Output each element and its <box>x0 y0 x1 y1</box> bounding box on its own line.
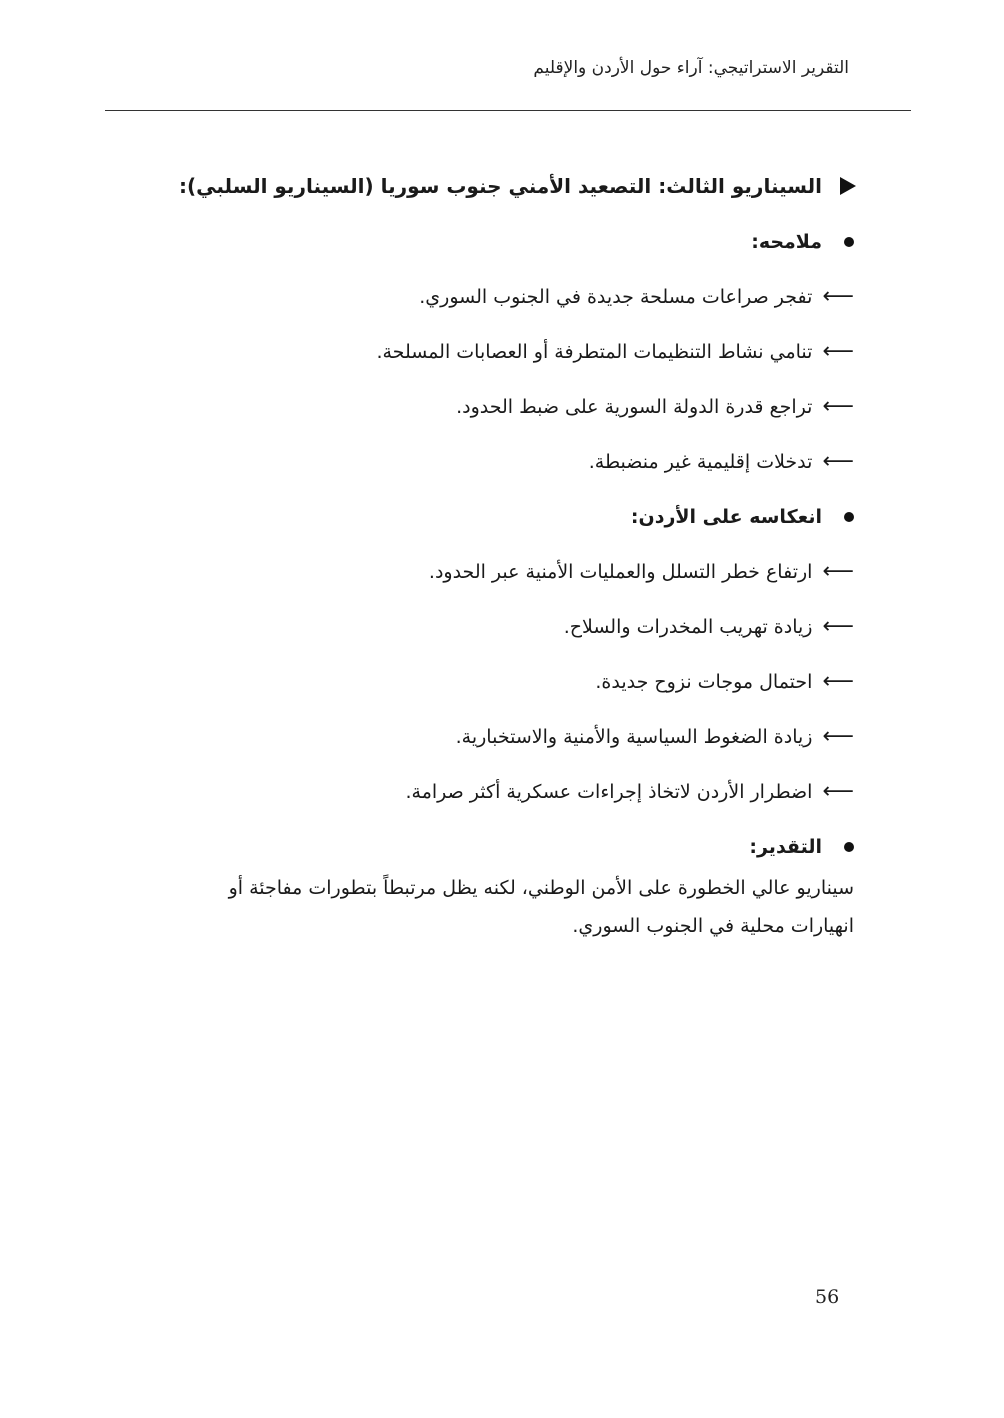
list-item-text: ارتفاع خطر التسلل والعمليات الأمنية عبر الحدود. <box>428 561 813 583</box>
arrow-left-icon: ⟵ <box>822 394 854 419</box>
list-item-text: اضطرار الأردن لاتخاذ إجراءات عسكرية أكثر صرامة. <box>405 781 813 803</box>
list-item-text: تراجع قدرة الدولة السورية على ضبط الحدود. <box>456 396 813 418</box>
bullet-icon <box>844 512 854 522</box>
page-content <box>154 165 854 945</box>
assessment-heading <box>154 826 854 868</box>
arrow-left-icon: ⟵ <box>822 449 854 474</box>
arrow-left-icon: ⟵ <box>822 559 854 584</box>
list-item <box>154 331 854 373</box>
features-heading <box>154 221 854 263</box>
bullet-icon <box>844 237 854 247</box>
scenario-title <box>154 165 854 207</box>
list-item <box>154 441 854 483</box>
arrow-left-icon: ⟵ <box>822 669 854 694</box>
arrow-left-icon: ⟵ <box>822 339 854 364</box>
page-number: 56 <box>815 1286 840 1308</box>
list-item-text: زيادة الضغوط السياسية والأمنية والاستخبارية. <box>455 726 813 748</box>
list-item <box>154 771 854 813</box>
list-item <box>154 661 854 703</box>
list-item <box>154 276 854 318</box>
scenario-title-text: السيناريو الثالث: التصعيد الأمني جنوب سوريا (السيناريو السلبي): <box>179 174 822 198</box>
list-item <box>154 716 854 758</box>
list-item <box>154 386 854 428</box>
arrow-left-icon: ⟵ <box>822 779 854 804</box>
assessment-paragraph: سيناريو عالي الخطورة على الأمن الوطني، لكنه يظل مرتبطاً بتطورات مفاجئة أو انهيارات محلية في الجنوب السوري. <box>228 877 854 937</box>
list-item-text: تدخلات إقليمية غير منضبطة. <box>588 451 813 473</box>
impact-heading-text: انعكاسه على الأردن: <box>630 506 822 528</box>
assessment-heading-text: التقدير: <box>749 836 822 858</box>
header-divider <box>105 110 911 111</box>
list-item-text: تفجر صراعات مسلحة جديدة في الجنوب السوري. <box>419 286 813 308</box>
bullet-icon <box>844 842 854 852</box>
list-item-text: زيادة تهريب المخدرات والسلاح. <box>563 616 813 638</box>
list-item <box>154 606 854 648</box>
list-item-text: تنامي نشاط التنظيمات المتطرفة أو العصابات المسلحة. <box>376 341 813 363</box>
impact-heading <box>154 496 854 538</box>
list-item <box>154 551 854 593</box>
arrow-left-icon: ⟵ <box>822 724 854 749</box>
running-header: التقرير الاستراتيجي: آراء حول الأردن والإقليم <box>533 58 849 78</box>
features-heading-text: ملامحه: <box>751 231 822 253</box>
arrow-left-icon: ⟵ <box>822 284 854 309</box>
list-item-text: احتمال موجات نزوح جديدة. <box>595 671 813 693</box>
arrow-left-icon: ⟵ <box>822 614 854 639</box>
triangle-marker-icon <box>840 177 856 195</box>
